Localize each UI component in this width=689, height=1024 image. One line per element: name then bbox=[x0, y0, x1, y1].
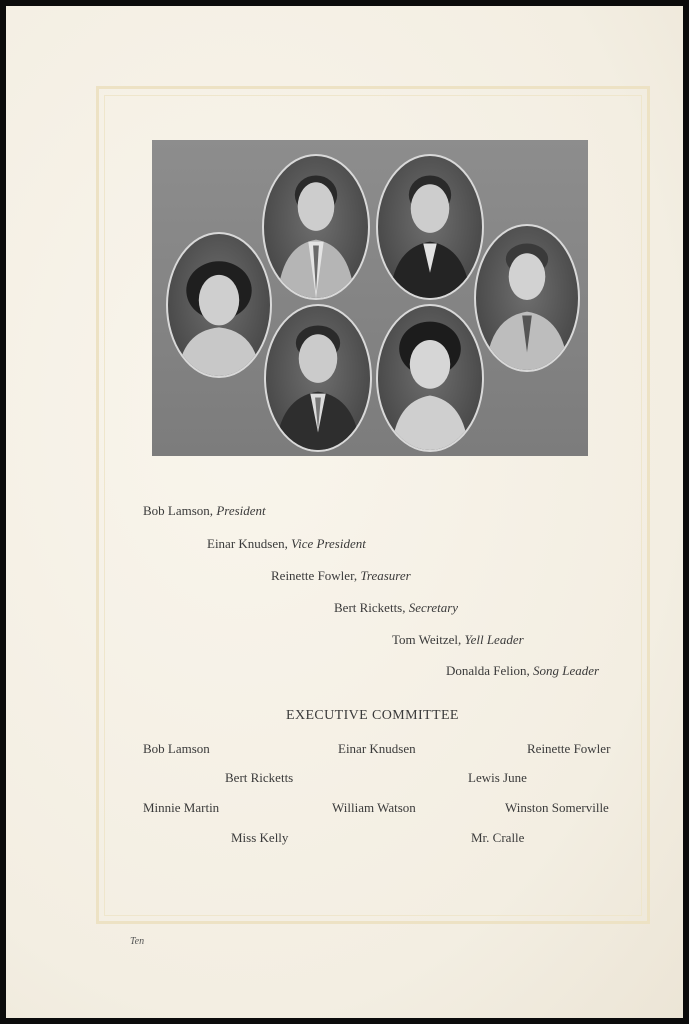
officer-role: Yell Leader bbox=[464, 632, 524, 647]
committee-member: Einar Knudsen bbox=[338, 741, 416, 756]
committee-member: Reinette Fowler bbox=[527, 741, 611, 756]
portrait-photo bbox=[264, 304, 372, 452]
officer-line bbox=[446, 663, 599, 679]
portrait-photo bbox=[166, 232, 272, 378]
committee-member: Mr. Cralle bbox=[471, 830, 525, 845]
committee-heading: EXECUTIVE COMMITTEE bbox=[286, 708, 459, 723]
officer-role: Song Leader bbox=[533, 663, 600, 678]
committee-member: Lewis June bbox=[468, 770, 527, 785]
officer-name: Tom Weitzel, bbox=[392, 632, 462, 647]
officer-role: Vice President bbox=[291, 536, 366, 551]
portrait-photo bbox=[376, 154, 484, 300]
officer-line bbox=[207, 536, 366, 552]
committee-member: Bert Ricketts bbox=[225, 770, 294, 785]
committee-member: Minnie Martin bbox=[143, 800, 220, 815]
officer-name: Reinette Fowler, bbox=[271, 568, 358, 583]
officer-name: Einar Knudsen, bbox=[207, 536, 288, 551]
page-number: Ten bbox=[130, 936, 145, 947]
officer-role: Treasurer bbox=[360, 568, 411, 583]
portrait-photo bbox=[474, 224, 580, 372]
officer-role: President bbox=[216, 503, 266, 518]
officer-name: Bert Ricketts, bbox=[334, 600, 406, 615]
officer-name: Bob Lamson, bbox=[143, 503, 214, 518]
committee-member: Miss Kelly bbox=[231, 830, 289, 845]
officer-line bbox=[271, 568, 411, 584]
officer-line bbox=[334, 600, 458, 616]
committee-member: Bob Lamson bbox=[143, 741, 210, 756]
committee-member: William Watson bbox=[332, 800, 416, 815]
officer-role: Secretary bbox=[408, 600, 459, 615]
portrait-photo bbox=[262, 154, 370, 300]
officer-line bbox=[392, 632, 524, 648]
officer-photo-panel bbox=[152, 140, 588, 456]
portrait-photo bbox=[376, 304, 484, 452]
officer-line bbox=[143, 503, 266, 519]
committee-member: Winston Somerville bbox=[505, 800, 609, 815]
officer-name: Donalda Felion, bbox=[446, 663, 530, 678]
